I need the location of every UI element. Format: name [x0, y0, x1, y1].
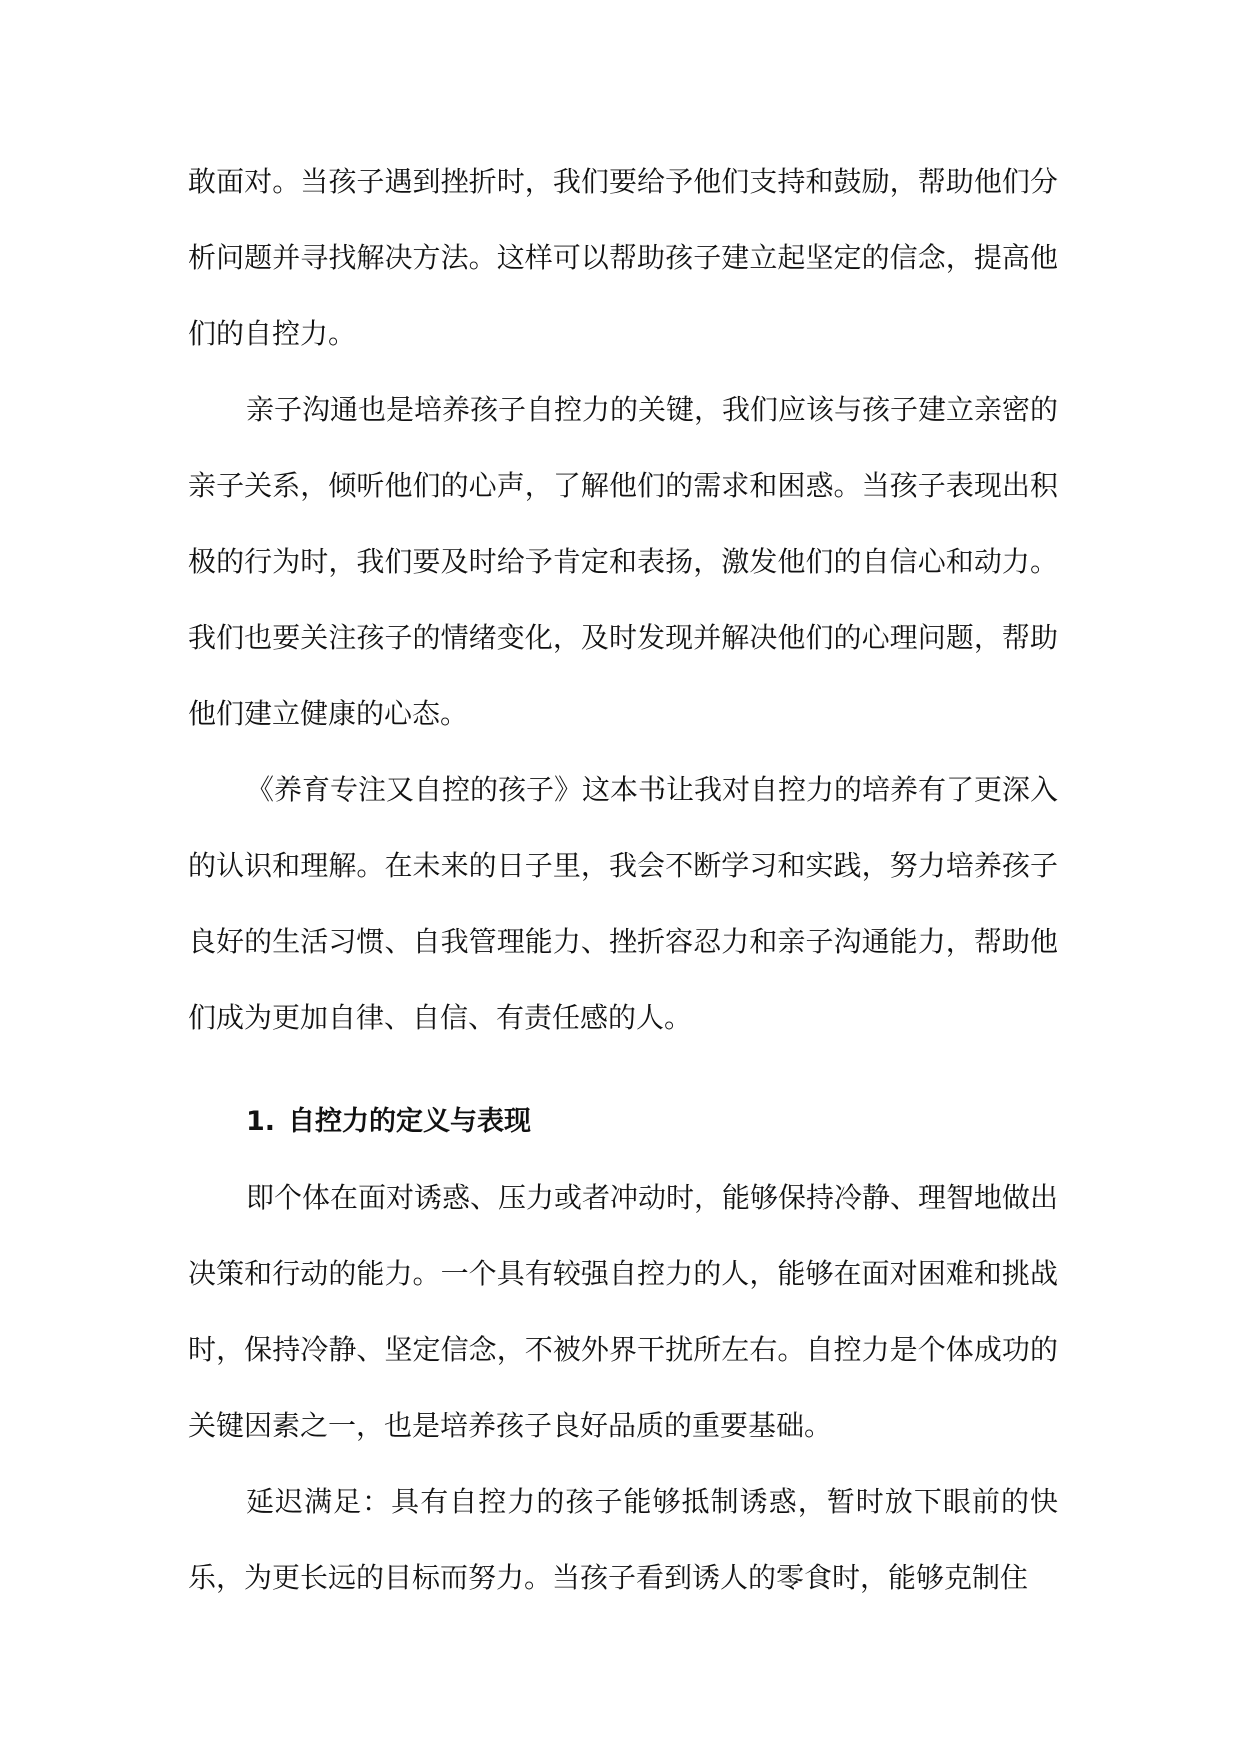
document-body — [188, 144, 1058, 1616]
paragraph-delayed-gratification: 延迟满足：具有自控力的孩子能够抵制诱惑，暂时放下眼前的快乐，为更长远的目标而努力。当孩子看到诱人的零食时，能够克制住 — [188, 1485, 1058, 1594]
paragraph-parent-child-communication: 亲子沟通也是培养孩子自控力的关键，我们应该与孩子建立亲密的亲子关系，倾听他们的心声，了解他们的需求和困惑。当孩子表现出积极的行为时，我们要及时给予肯定和表扬，激发他们的自信心和动力。我们也要关注孩子的情绪变化，及时发现并解决他们的心理问题，帮助他们建立健康的心态。 — [188, 393, 1059, 730]
paragraph-continuation: 敢面对。当孩子遇到挫折时，我们要给予他们支持和鼓励，帮助他们分析问题并寻找解决方法。这样可以帮助孩子建立起坚定的信念，提高他们的自控力。 — [188, 165, 1058, 350]
paragraph-definition: 即个体在面对诱惑、压力或者冲动时，能够保持冷静、理智地做出决策和行动的能力。一个具有较强自控力的人，能够在面对困难和挑战时，保持冷静、坚定信念，不被外界干扰所左右。自控力是个体成功的关键因素之一，也是培养孩子良好品质的重要基础。 — [188, 1181, 1059, 1442]
paragraph-book-reflection: 《养育专注又自控的孩子》这本书让我对自控力的培养有了更深入的认识和理解。在未来的日子里，我会不断学习和实践，努力培养孩子良好的生活习惯、自我管理能力、挫折容忍力和亲子沟通能力，帮助他们成为更加自律、自信、有责任感的人。 — [188, 773, 1059, 1034]
section-number: 1. — [246, 1106, 276, 1137]
section-title: 自控力的定义与表现 — [288, 1106, 531, 1137]
section-heading — [188, 1084, 1058, 1160]
